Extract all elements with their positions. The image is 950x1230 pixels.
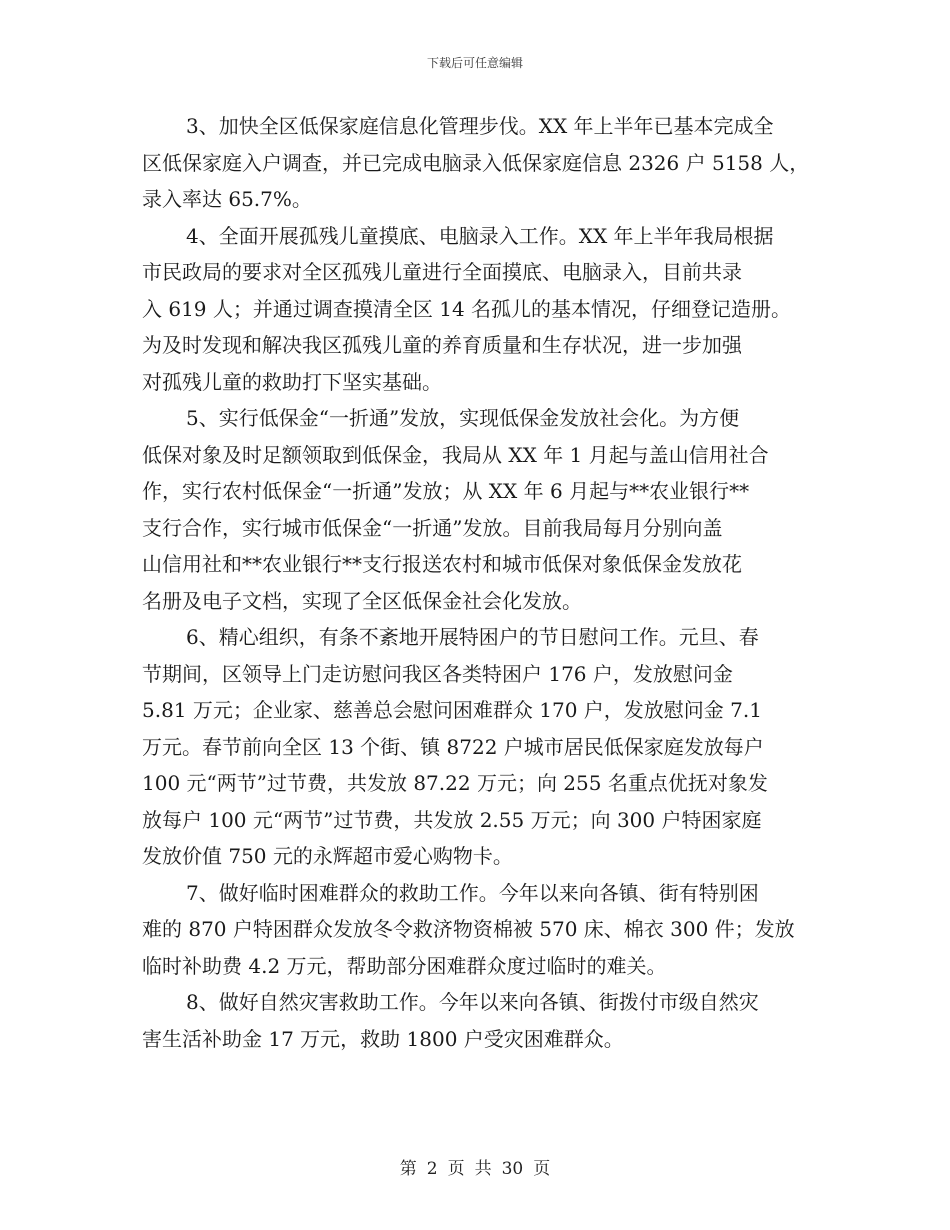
text-line: 害生活补助金 17 万元，救助 1800 户受灾困难群众。 — [142, 1026, 624, 1051]
text-line: 7、做好临时困难群众的救助工作。今年以来向各镇、街有特别困 — [186, 880, 759, 905]
footer-suffix-label: 页 — [533, 1159, 551, 1179]
footer-total-label: 共 — [474, 1159, 492, 1179]
paragraph-item-8 — [142, 984, 822, 1057]
text-line: 发放价值 750 元的永辉超市爱心购物卡。 — [142, 844, 513, 868]
text-line: 4、全面开展孤残儿童摸底、电脑录入工作。XX 年上半年我局根据 — [186, 223, 774, 248]
paragraph-item-7 — [142, 875, 822, 985]
text-line: 名册及电子文档，实现了全区低保金社会化发放。 — [142, 588, 582, 613]
text-line: 入 619 人；并通过调查摸清全区 14 名孤儿的基本情况，仔细登记造册。 — [142, 296, 792, 321]
text-line: 为及时发现和解决我区孤残儿童的养育质量和生存状况，进一步加强 — [142, 333, 742, 357]
text-line: 6、精心组织，有条不紊地开展特困户的节日慰问工作。元旦、春 — [186, 625, 759, 649]
text-line: 市民政局的要求对全区孤残儿童进行全面摸底、电脑录入，目前共录 — [142, 260, 742, 284]
footer-page-label: 页 — [447, 1159, 465, 1179]
text-line: 3、加快全区低保家庭信息化管理步伐。XX 年上半年已基本完成全 — [186, 114, 774, 138]
text-line: 100 元“两节”过节费，共发放 87.22 万元；向 255 名重点优抚对象发 — [142, 771, 768, 795]
text-line: 支行合作，实行城市低保金“一折通”发放。目前我局每月分别向盖 — [142, 515, 723, 540]
text-line: 录入率达 65.7%。 — [142, 187, 312, 211]
document-body — [142, 108, 822, 1057]
text-line: 5.81 万元；企业家、慈善总会慰问困难群众 170 户，发放慰问金 7.1 — [142, 698, 762, 722]
text-line: 低保对象及时足额领取到低保金，我局从 XX 年 1 月起与盖山信用社合 — [142, 442, 769, 467]
text-line: 区低保家庭入户调查，并已完成电脑录入低保家庭信息 2326 户 5158 人， — [142, 150, 810, 175]
text-line: 万元。春节前向全区 13 个街、镇 8722 户城市居民低保家庭发放每户 — [142, 734, 764, 759]
text-line: 节期间，区领导上门走访慰问我区各类特困户 176 户，发放慰问金 — [142, 661, 733, 686]
page-header: 下载后可任意编辑 — [426, 56, 523, 70]
footer-prefix-label: 第 — [399, 1159, 417, 1179]
current-page-number: 2 — [426, 1159, 438, 1179]
text-line: 8、做好自然灾害救助工作。今年以来向各镇、街拨付市级自然灾 — [186, 990, 759, 1014]
text-line: 作，实行农村低保金“一折通”发放；从 XX 年 6 月起与**农业银行** — [142, 479, 750, 503]
paragraph-item-3 — [142, 108, 822, 218]
text-line: 山信用社和**农业银行**支行报送农村和城市低保对象低保金发放花 — [142, 552, 742, 576]
paragraph-item-6 — [142, 619, 822, 875]
page-footer — [0, 1154, 950, 1179]
text-line: 放每户 100 元“两节”过节费，共发放 2.55 万元；向 300 户特困家庭 — [142, 807, 762, 832]
paragraph-item-4 — [142, 218, 822, 401]
total-pages-number: 30 — [501, 1159, 524, 1179]
text-line: 临时补助费 4.2 万元，帮助部分困难群众度过临时的难关。 — [142, 953, 667, 978]
text-line: 5、实行低保金“一折通”发放，实现低保金发放社会化。为方便 — [186, 406, 740, 430]
text-line: 难的 870 户特困群众发放冬令救济物资棉被 570 床、棉衣 300 件；发放 — [142, 917, 795, 941]
paragraph-item-5 — [142, 400, 822, 619]
text-line: 对孤残儿童的救助打下坚实基础。 — [142, 369, 442, 394]
